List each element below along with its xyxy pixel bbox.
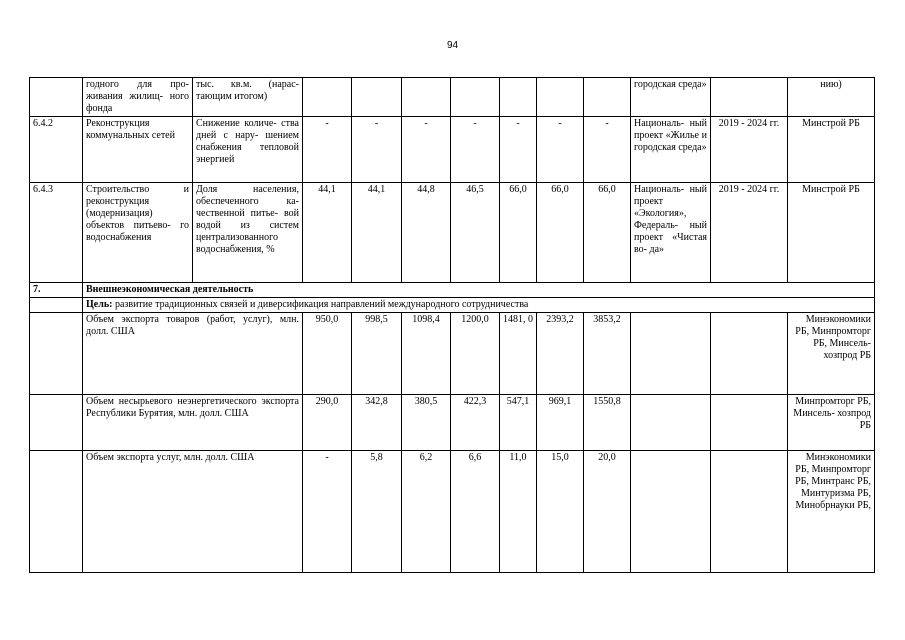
responsible-cell: Минстрой РБ bbox=[788, 117, 875, 183]
indicator-cell: Доля населения, обеспеченного ка- чественной питье- вой водой из систем централизованного водоснабжения, % bbox=[193, 183, 303, 283]
period-cell bbox=[711, 395, 788, 451]
value-cell: - bbox=[584, 117, 631, 183]
value-cell: 998,5 bbox=[352, 313, 402, 395]
row-number-cell: 6.4.3 bbox=[30, 183, 83, 283]
value-cell: 44,8 bbox=[402, 183, 451, 283]
value-cell: 1200,0 bbox=[451, 313, 500, 395]
page-number: 94 bbox=[446, 40, 459, 51]
project-cell: Националь- ный проект «Экология», Федераль- ный проект «Чистая во- да» bbox=[631, 183, 711, 283]
responsible-cell: Минэкономики РБ, Минпромторг РБ, Минсель- хозпрод РБ bbox=[788, 313, 875, 395]
table-row bbox=[30, 395, 875, 451]
goal-text: развитие традиционных связей и диверсификация направлений международного сотрудничества bbox=[112, 299, 529, 310]
row-number-cell: 6.4.2 bbox=[30, 117, 83, 183]
value-cell: 6,2 bbox=[402, 451, 451, 573]
event-name-cell: Реконструкция коммунальных сетей bbox=[83, 117, 193, 183]
value-cell: 342,8 bbox=[352, 395, 402, 451]
value-cell: - bbox=[402, 117, 451, 183]
row-number-cell bbox=[30, 78, 83, 117]
table-row bbox=[30, 117, 875, 183]
value-cell: 66,0 bbox=[537, 183, 584, 283]
value-cell: - bbox=[451, 117, 500, 183]
value-cell: 969,1 bbox=[537, 395, 584, 451]
project-cell bbox=[631, 451, 711, 573]
responsible-cell: Минэкономики РБ, Минпромторг РБ, Минтранс РБ, Минтуризма РБ, Минобрнауки РБ, bbox=[788, 451, 875, 573]
value-cell bbox=[584, 78, 631, 117]
value-cell: 66,0 bbox=[500, 183, 537, 283]
value-cell: - bbox=[537, 117, 584, 183]
value-cell: 3853,2 bbox=[584, 313, 631, 395]
project-cell bbox=[631, 395, 711, 451]
value-cell: 1098,4 bbox=[402, 313, 451, 395]
value-cell: 46,5 bbox=[451, 183, 500, 283]
goal-label: Цель: bbox=[86, 299, 113, 310]
row-number-cell bbox=[30, 395, 83, 451]
row-number-cell bbox=[30, 298, 83, 313]
responsible-cell: Минпромторг РБ, Минсель- хозпрод РБ bbox=[788, 395, 875, 451]
value-cell: - bbox=[303, 451, 352, 573]
indicator-cell: тыс. кв.м. (нарас- тающим итогом) bbox=[193, 78, 303, 117]
value-cell: 44,1 bbox=[303, 183, 352, 283]
responsible-cell: Минстрой РБ bbox=[788, 183, 875, 283]
indicator-cell: Снижение количе- ства дней с нару- шением снабжения тепловой энергией bbox=[193, 117, 303, 183]
indicator-name-cell: Объем несырьевого неэнергетического экспорта Республики Бурятия, млн. долл. США bbox=[83, 395, 303, 451]
event-name-cell: Строительство и реконструкция (модернизация) объектов питьево- го водоснабжения bbox=[83, 183, 193, 283]
value-cell bbox=[537, 78, 584, 117]
value-cell: 15,0 bbox=[537, 451, 584, 573]
value-cell: 1481, 0 bbox=[500, 313, 537, 395]
period-cell bbox=[711, 313, 788, 395]
period-cell bbox=[711, 451, 788, 573]
value-cell: 5,8 bbox=[352, 451, 402, 573]
value-cell bbox=[500, 78, 537, 117]
table-row bbox=[30, 183, 875, 283]
project-cell bbox=[631, 313, 711, 395]
value-cell bbox=[303, 78, 352, 117]
value-cell: 290,0 bbox=[303, 395, 352, 451]
value-cell: 547,1 bbox=[500, 395, 537, 451]
program-table bbox=[29, 77, 875, 573]
value-cell: 44,1 bbox=[352, 183, 402, 283]
value-cell: 2393,2 bbox=[537, 313, 584, 395]
value-cell: - bbox=[352, 117, 402, 183]
value-cell: 422,3 bbox=[451, 395, 500, 451]
period-cell: 2019 - 2024 гг. bbox=[711, 183, 788, 283]
section-title: Внешнеэкономическая деятельность bbox=[83, 283, 875, 298]
value-cell: 1550,8 bbox=[584, 395, 631, 451]
indicator-name-cell: Объем экспорта услуг, млн. долл. США bbox=[83, 451, 303, 573]
section-row bbox=[30, 283, 875, 298]
period-cell bbox=[711, 78, 788, 117]
project-cell: городская среда» bbox=[631, 78, 711, 117]
value-cell: - bbox=[500, 117, 537, 183]
value-cell: 11,0 bbox=[500, 451, 537, 573]
value-cell: - bbox=[303, 117, 352, 183]
event-name-cell: годного для про- живания жилищ- ного фонда bbox=[83, 78, 193, 117]
table-row bbox=[30, 313, 875, 395]
value-cell: 6,6 bbox=[451, 451, 500, 573]
value-cell: 380,5 bbox=[402, 395, 451, 451]
value-cell: 66,0 bbox=[584, 183, 631, 283]
table-row bbox=[30, 451, 875, 573]
project-cell: Националь- ный проект «Жилье и городская среда» bbox=[631, 117, 711, 183]
table-row bbox=[30, 78, 875, 117]
value-cell: 20,0 bbox=[584, 451, 631, 573]
row-number-cell bbox=[30, 451, 83, 573]
period-cell: 2019 - 2024 гг. bbox=[711, 117, 788, 183]
row-number-cell bbox=[30, 313, 83, 395]
section-number-cell: 7. bbox=[30, 283, 83, 298]
value-cell: 950,0 bbox=[303, 313, 352, 395]
value-cell bbox=[451, 78, 500, 117]
value-cell bbox=[402, 78, 451, 117]
value-cell bbox=[352, 78, 402, 117]
goal-cell bbox=[83, 298, 875, 313]
responsible-cell: нию) bbox=[788, 78, 875, 117]
goal-row bbox=[30, 298, 875, 313]
indicator-name-cell: Объем экспорта товаров (работ, услуг), млн. долл. США bbox=[83, 313, 303, 395]
